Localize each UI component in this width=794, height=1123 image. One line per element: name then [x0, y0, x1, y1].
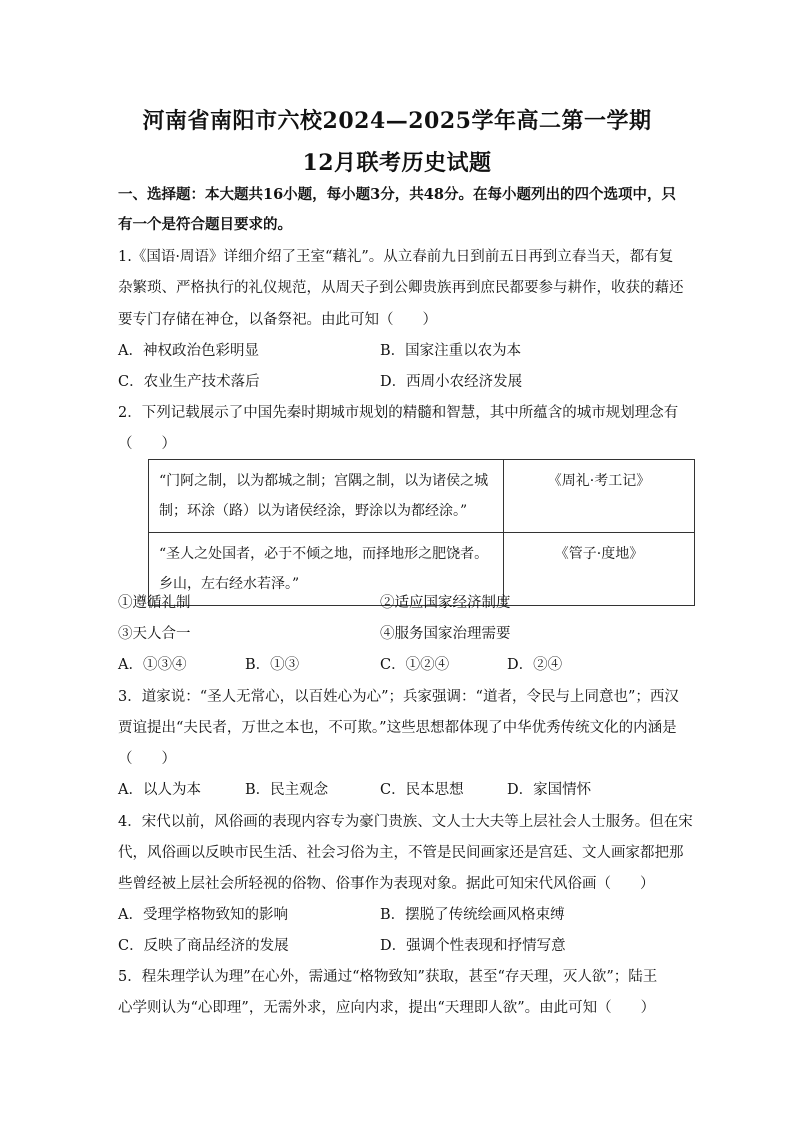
q1-stem-line2: 杂繁琐、严格执行的礼仪规范，从周天子到公卿贵族再到庶民都要参与耕作，收获的藉还 [118, 280, 684, 296]
section-instructions-line2: 有一个是符合题目要求的。 [118, 216, 292, 233]
q2-item-2: ②适应国家经济制度 [380, 595, 511, 611]
q1-option-c[interactable]: C．农业生产技术落后 [118, 374, 260, 390]
exam-title-line2: 12月联考历史试题 [302, 150, 492, 176]
q4-stem-line3: 些曾经被上层社会所轻视的俗物、俗事作为表现对象。据此可知宋代风俗画（ ） [118, 876, 655, 892]
q4-option-c[interactable]: C．反映了商品经济的发展 [118, 938, 289, 954]
source-quote-line: “圣人之处国者，必于不倾之地，而择地形之肥饶者。 [159, 546, 489, 562]
q2-option-d[interactable]: D．②④ [507, 657, 563, 673]
q1-option-d[interactable]: D．西周小农经济发展 [380, 374, 523, 390]
exam-title-line1: 河南省南阳市六校2024—2025学年高二第一学期 [142, 108, 652, 134]
q2-option-a[interactable]: A．①③④ [118, 657, 187, 673]
q3-stem-line3: （ ） [118, 751, 176, 767]
q3-stem-line1: 3．道家说：“圣人无常心，以百姓心为心”；兵家强调：“道者，令民与上同意也”；西汉 [118, 689, 679, 705]
table-row [149, 460, 695, 533]
q2-source-table [148, 459, 695, 606]
source-quote-line: “门阿之制，以为都城之制；宫隅之制，以为诸侯之城 [159, 473, 489, 489]
q4-option-a[interactable]: A．受理学格物致知的影响 [118, 907, 288, 923]
q2-item-3: ③天人合一 [118, 626, 191, 642]
q3-stem-line2: 贾谊提出“夫民者，万世之本也，不可欺。”这些思想都体现了中华优秀传统文化的内涵是 [118, 720, 677, 736]
q2-stem-line1: 2．下列记载展示了中国先秦时期城市规划的精髓和智慧，其中所蕴含的城市规划理念有 [118, 405, 679, 421]
section-instructions-line1: 一、选择题：本大题共16小题，每小题3分，共48分。在每小题列出的四个选项中，只 [118, 186, 676, 203]
q1-stem-line3: 要专门存储在神仓，以备祭祀。由此可知（ ） [118, 312, 437, 328]
q3-option-d[interactable]: D．家国情怀 [507, 782, 592, 798]
q2-item-1: ①遵循礼制 [118, 595, 191, 611]
source-title-cell: 《周礼·考工记》 [504, 460, 695, 533]
q2-option-b[interactable]: B．①③ [245, 657, 300, 673]
q3-option-c[interactable]: C．民本思想 [380, 782, 464, 798]
q1-option-b[interactable]: B．国家注重以农为本 [380, 343, 522, 359]
q3-option-a[interactable]: A．以人为本 [118, 782, 201, 798]
q3-option-b[interactable]: B．民主观念 [245, 782, 329, 798]
source-quote-cell [149, 460, 504, 533]
source-quote-line: 乡山，左右经水若泽。” [159, 576, 300, 592]
q5-stem-line1: 5．程朱理学认为理”在心外，需通过“格物致知”获取，甚至“存天理，灭人欲”；陆王 [118, 969, 658, 985]
q1-stem-line1: 1.《国语·周语》详细介绍了王室“藉礼”。从立春前九日到前五日再到立春当天，都有复 [118, 249, 674, 265]
q2-item-4: ④服务国家治理需要 [380, 626, 511, 642]
source-title-cell: 《管子·度地》 [504, 533, 695, 606]
q2-option-c[interactable]: C．①②④ [380, 657, 450, 673]
q1-option-a[interactable]: A．神权政治色彩明显 [118, 343, 259, 359]
source-quote-line: 制；环涂（路）以为诸侯经涂，野涂以为都经涂。” [159, 503, 468, 519]
q4-stem-line1: 4．宋代以前，风俗画的表现内容专为豪门贵族、文人士大夫等上层社会人士服务。但在宋 [118, 814, 693, 830]
q4-option-d[interactable]: D．强调个性表现和抒情写意 [380, 938, 566, 954]
q4-stem-line2: 代，风俗画以反映市民生活、社会习俗为主，不管是民间画家还是宫廷、文人画家都把那 [118, 845, 684, 861]
q5-stem-line2: 心学则认为“心即理”，无需外求，应向内求，提出“天理即人欲”。由此可知（ ） [118, 1000, 656, 1016]
q2-stem-line2: （ ） [118, 436, 176, 452]
q4-option-b[interactable]: B．摆脱了传统绘画风格束缚 [380, 907, 565, 923]
